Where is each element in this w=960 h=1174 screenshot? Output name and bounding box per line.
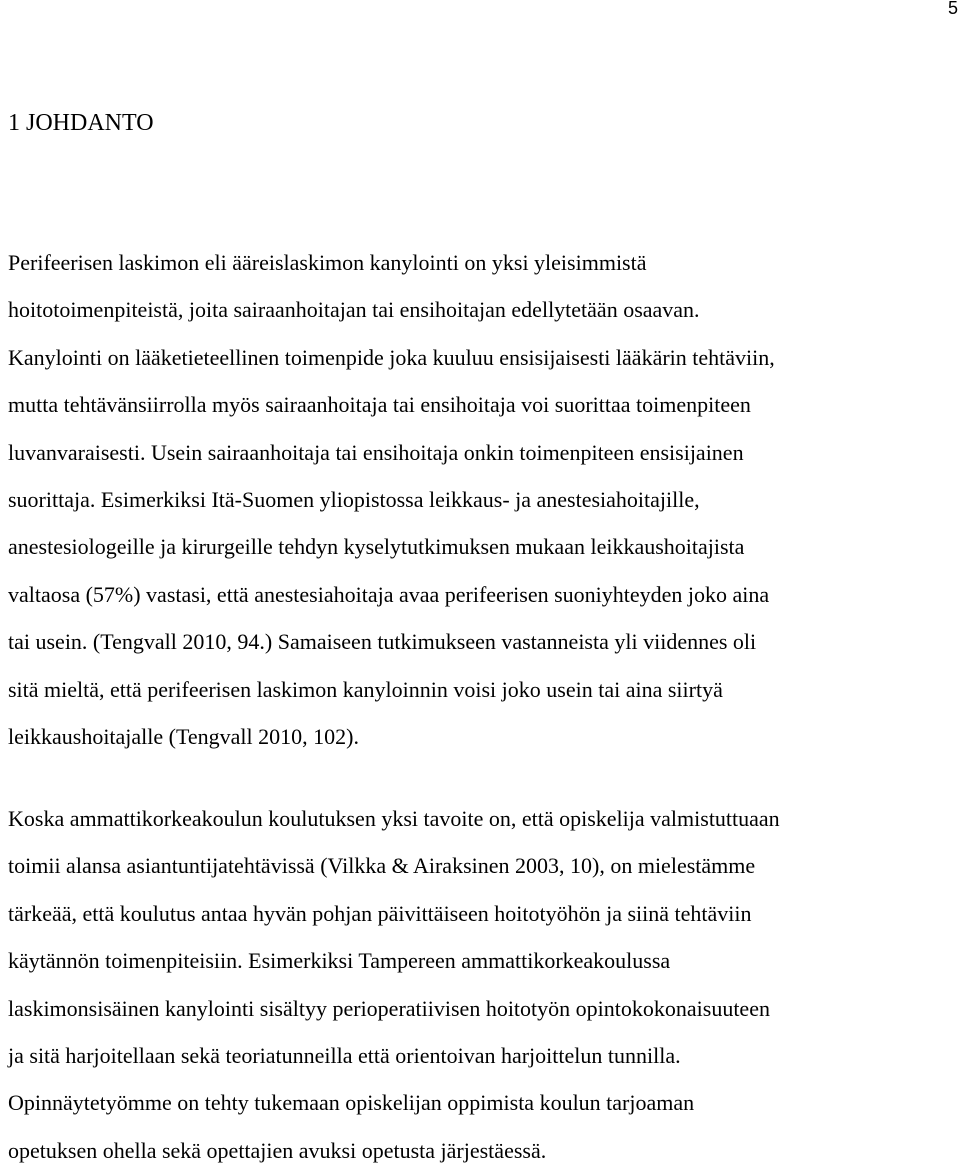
paragraph-line: tai usein. (Tengvall 2010, 94.) Samaiseen tutkimukseen vastanneista yli viidennes oli bbox=[8, 629, 757, 655]
paragraph-line: mutta tehtävänsiirrolla myös sairaanhoitaja tai ensihoitaja voi suorittaa toimenpiteen bbox=[8, 392, 751, 418]
paragraph-line: luvanvaraisesti. Usein sairaanhoitaja tai ensihoitaja onkin toimenpiteen ensisijainen bbox=[8, 439, 744, 465]
paragraph-line: sitä mieltä, että perifeerisen laskimon kanyloinnin voisi joko usein tai aina siirtyä bbox=[8, 676, 723, 702]
paragraph-line: anestesiologeille ja kirurgeille tehdyn kyselytutkimuksen mukaan leikkaushoitajista bbox=[8, 534, 745, 560]
paragraph-line: Opinnäytetyömme on tehty tukemaan opiskelijan oppimista koulun tarjoaman bbox=[8, 1090, 695, 1116]
page-number: 5 bbox=[947, 0, 958, 18]
paragraph-line: Koska ammattikorkeakoulun koulutuksen yksi tavoite on, että opiskelija valmistuttuaan bbox=[8, 806, 780, 831]
paragraph-line: käytännön toimenpiteisiin. Esimerkiksi Tampereen ammattikorkeakoulussa bbox=[8, 948, 671, 974]
paragraph-line: Kanylointi on lääketieteellinen toimenpide joka kuuluu ensisijaisesti lääkärin tehtäviin, bbox=[8, 344, 775, 370]
paragraph-1 bbox=[8, 239, 958, 760]
section-heading: 1 JOHDANTO bbox=[8, 110, 154, 136]
paragraph-line: leikkaushoitajalle (Tengvall 2010, 102). bbox=[8, 723, 359, 749]
paragraph-line: toimii alansa asiantuntijatehtävissä (Vilkka & Airaksinen 2003, 10), on mielestämme bbox=[8, 853, 756, 879]
paragraph-line: valtaosa (57%) vastasi, että anestesiahoitaja avaa perifeerisen suoniyhteyden joko aina bbox=[8, 581, 770, 607]
paragraph-2 bbox=[8, 795, 958, 1174]
paragraph-line: hoitotoimenpiteistä, joita sairaanhoitajan tai ensihoitajan edellytetään osaavan. bbox=[8, 297, 700, 323]
paragraph-line: ja sitä harjoitellaan sekä teoriatunneilla että orientoivan harjoittelun tunnilla. bbox=[8, 1042, 681, 1068]
paragraph-line: laskimonsisäinen kanylointi sisältyy perioperatiivisen hoitotyön opintokokonaisuuteen bbox=[8, 995, 770, 1021]
paragraph-line: opetuksen ohella sekä opettajien avuksi opetusta järjestäessä. bbox=[8, 1137, 547, 1163]
paragraph-line: tärkeää, että koulutus antaa hyvän pohjan päivittäiseen hoitotyöhön ja siinä tehtäviin bbox=[8, 900, 752, 926]
paragraph-line: Perifeerisen laskimon eli ääreislaskimon kanylointi on yksi yleisimmistä bbox=[8, 250, 647, 275]
paragraph-line: suorittaja. Esimerkiksi Itä-Suomen yliopistossa leikkaus- ja anestesiahoitajille, bbox=[8, 486, 700, 512]
